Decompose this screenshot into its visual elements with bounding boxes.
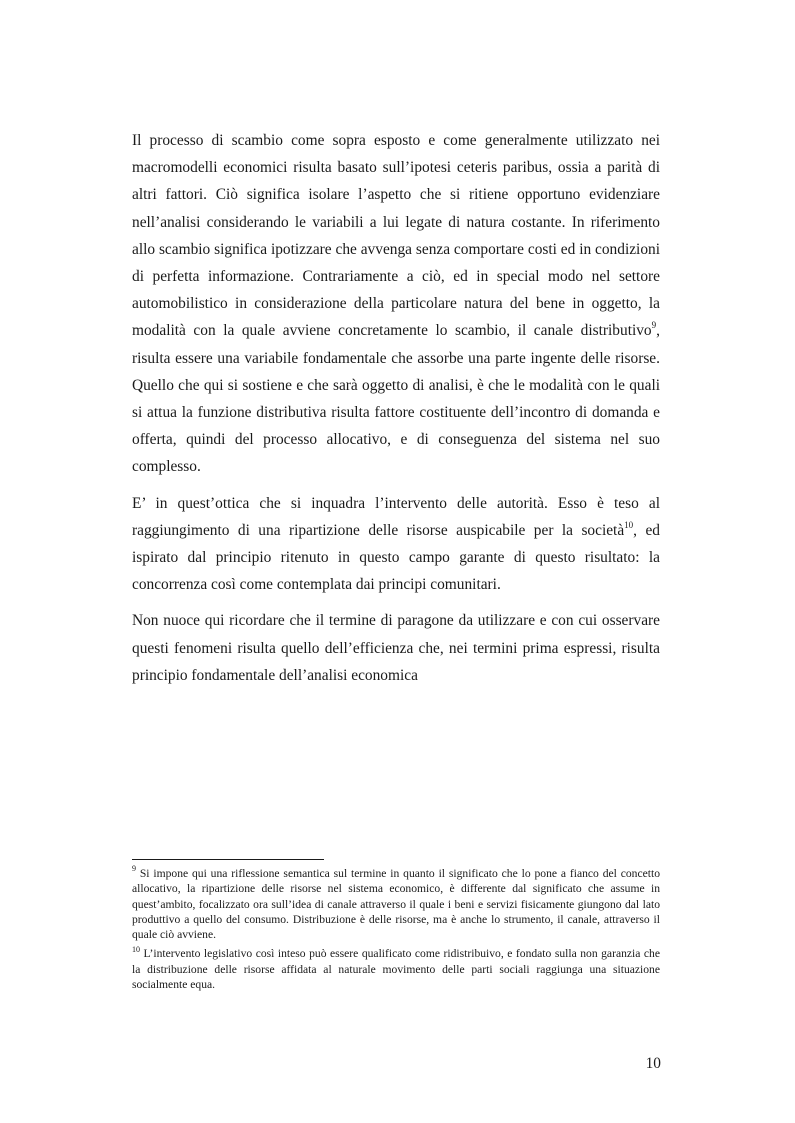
- paragraph-1: Il processo di scambio come sopra esposto e come generalmente utilizzato nei macromodelli economici risulta basato sull’ipotesi ceteris paribus, ossia a parità di altri fattori. Ciò significa isolare l’aspetto che si ritiene opportuno evidenziare nell’analisi considerando le variabili a lui legate di natura costante. In riferimento allo scambio significa ipotizzare che avvenga senza comportare costi ed in condizioni di perfetta informazione. Contrariamente a ciò, ed in special modo nel settore automobilistico in considerazione della particolare natura del bene in oggetto, la modalità con la quale avviene concretamente lo scambio, il canale distributivo$^9$, risulta essere una variabile fondamentale che assorbe una parte ingente delle risorse. Quello che qui si sostiene e che sarà oggetto di analisi, è che le modalità con le quali si attua la funzione distributiva risulta fattore costituente dell’incontro di domanda e offerta, quindi del processo allocativo, e di conseguenza del sistema nel suo complesso.: [132, 132, 660, 476]
- footnote-10: [132, 946, 660, 992]
- paragraph-2: E’ in quest’ottica che si inquadra l’intervento delle autorità. Esso è teso al raggiungimento di una ripartizione delle risorse auspicabile per la società$^{10}$, ed ispirato dal principio ritenuto in questo campo garante di questo risultato: la concorrenza così come contemplata dai principi comunitari.: [132, 494, 660, 594]
- body-text: [132, 127, 660, 698]
- footnote-number: 10: [132, 944, 140, 954]
- footnote-9: [132, 866, 660, 942]
- footnote-text: Si impone qui una riflessione semantica sul termine in quanto il significato che lo pone a fianco del concetto allocativo, la ripartizione delle risorse nel sistema economico, è differente dal significato che assume in quest’ambito, focalizzato ora sull’idea di canale attraverso il quale i beni e servizi fisicamente giungono dal lato produttivo a quello del consumo. Distribuzione è delle risorse, ma è anche lo strumento, il canale, attraverso il quale ciò avviene.: [132, 867, 660, 942]
- page-number: 10: [645, 1055, 661, 1072]
- footnote-ref-9[interactable]: 9: [651, 320, 657, 331]
- footnote-text: L’intervento legislativo così inteso può essere qualificato come ridistribuivo, e fondato sulla non garanzia che la distribuzione delle risorse affidata al naturale movimento delle parti sociali raggiunga una situazione socialmente equa.: [132, 947, 660, 992]
- paragraph-3: Non nuoce qui ricordare che il termine di paragone da utilizzare e con cui osservare questi fenomeni risulta quello dell’efficienza che, nei termini prima espressi, risulta principio fondamentale dell’analisi economica: [132, 612, 660, 684]
- footnote-ref-10[interactable]: 10: [624, 519, 634, 530]
- footnotes: [132, 866, 660, 996]
- footnote-number: 9: [132, 864, 136, 874]
- footnote-divider: [132, 859, 324, 860]
